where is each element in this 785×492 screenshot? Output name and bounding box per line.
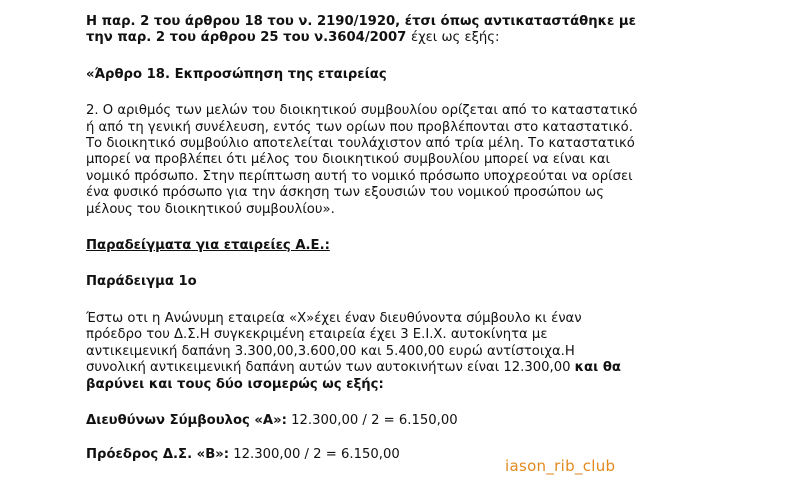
- example-line: συνολική αντικειμενική δαπάνη αυτών των αυτοκινήτων είναι 12.300,00: [86, 360, 575, 376]
- article-line: μπορεί να προβλέπει ότι μέλος του διοικητικού συμβουλίου μπορεί να είναι και: [86, 152, 611, 168]
- example-1-text: [86, 311, 686, 393]
- watermark-text: iason_rib_club: [505, 457, 616, 475]
- result-ceo: [86, 413, 686, 429]
- examples-heading: Παραδείγματα για εταιρείες Α.Ε.:: [86, 238, 330, 254]
- example-line-bold: βαρύνει και τους δύο ισομερώς ως εξής:: [86, 376, 384, 392]
- result-value: 12.300,00 / 2 = 6.150,00: [286, 412, 458, 428]
- result-value: 12.300,00 / 2 = 6.150,00: [229, 447, 400, 463]
- article-text: [86, 103, 686, 218]
- article-line: ή από τη γενική συνέλευση, εντός των ορίων που προβλέπονται στο καταστατικό.: [86, 119, 633, 135]
- result-label: Πρόεδρος Δ.Σ. «Β»:: [86, 447, 230, 463]
- example-line-bold: και θα: [574, 360, 621, 376]
- intro-line-1: Η παρ. 2 του άρθρου 18 του ν. 2190/1920, έτσι όπως αντικαταστάθηκε με: [86, 14, 636, 29]
- article-line: 2. Ο αριθμός των μελών του διοικητικού συμβουλίου ορίζεται από το καταστατικό: [86, 103, 638, 119]
- example-line: αντικειμενική δαπάνη 3.300,00,3.600,00 και 5.400,00 ευρώ αντίστοιχα.Η: [86, 343, 575, 359]
- document-page: [86, 14, 686, 464]
- article-line: νομικό πρόσωπο. Στην περίπτωση αυτή το νομικό πρόσωπο υποχρεούται να ορίσει: [86, 168, 633, 184]
- example-1-heading: Παράδειγμα 1ο: [86, 274, 197, 290]
- result-label: Διευθύνων Σύμβουλος «Α»:: [86, 412, 287, 428]
- intro-line-2-bold: την παρ. 2 του άρθρου 25 του ν.3604/2007: [86, 30, 411, 46]
- example-line: πρόεδρο του Δ.Σ.Η συγκεκριμένη εταιρεία έχει 3 Ε.Ι.Χ. αυτοκίνητα με: [86, 327, 548, 343]
- article-line: ένα φυσικό πρόσωπο για την άσκηση των εξουσιών του νομικού προσώπου ως: [86, 185, 604, 201]
- intro-line-2-rest: έχει ως εξής:: [410, 30, 500, 46]
- example-line: Έστω οτι η Ανώνυμη εταιρεία «Χ»έχει έναν διευθύνοντα σύμβουλο κι έναν: [86, 310, 582, 326]
- article-line: Το διοικητικό συμβούλιο αποτελείται τουλάχιστον από τρία μέλη. Το καταστατικό: [86, 136, 635, 152]
- intro-paragraph: [86, 14, 686, 47]
- article-line: μέλους του διοικητικού συμβουλίου».: [86, 201, 335, 217]
- article-heading: «Άρθρο 18. Εκπροσώπηση της εταιρείας: [86, 66, 387, 82]
